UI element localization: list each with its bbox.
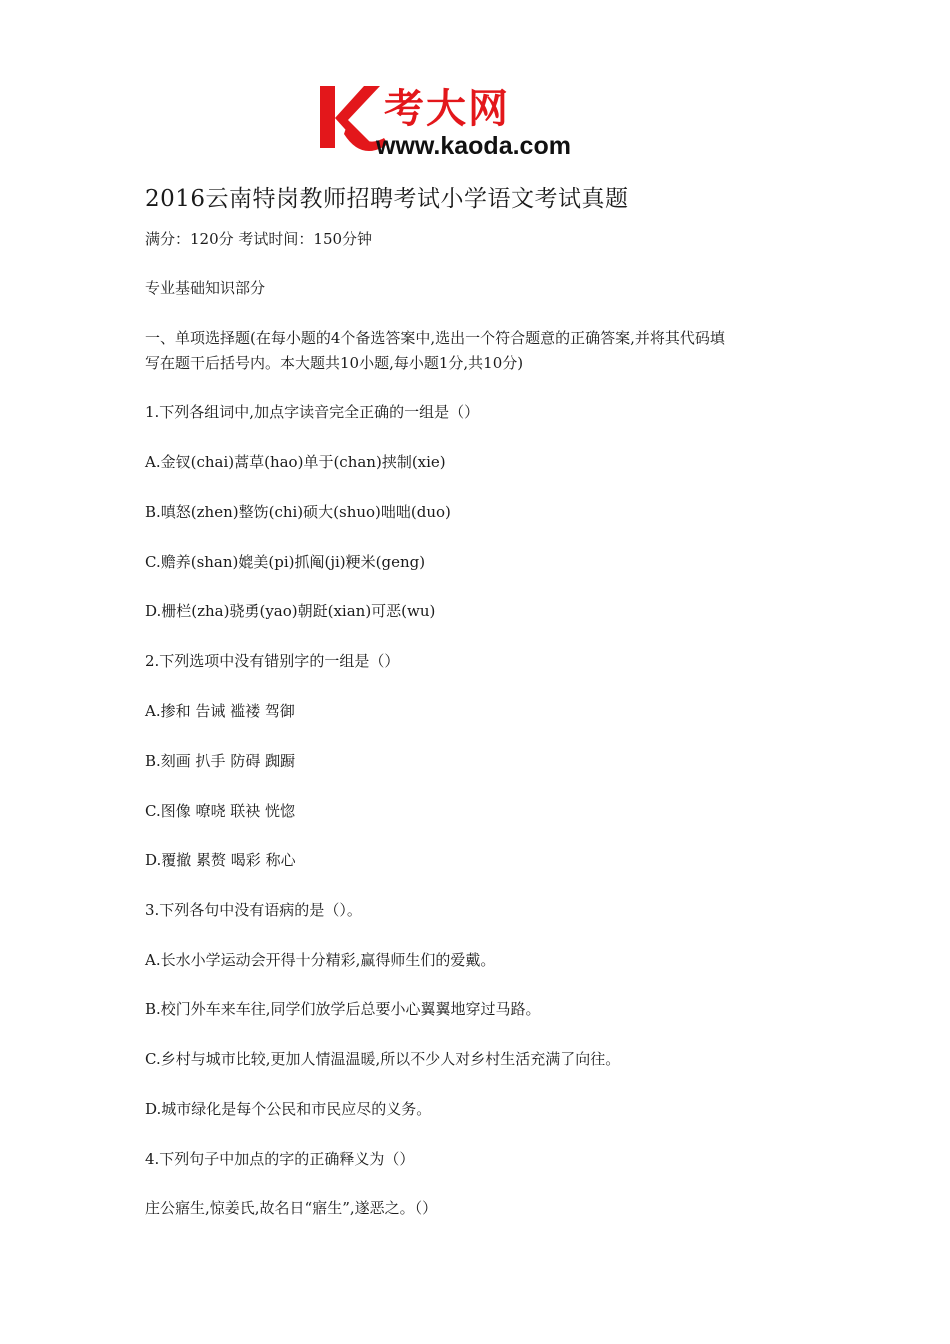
question-stem: 3.下列各句中没有语病的是（）。 (145, 901, 362, 919)
question-stem: 4.下列句子中加点的字的正确释义为（） (145, 1150, 415, 1168)
question-option: D.覆撤 累赘 喝彩 称心 (145, 851, 296, 869)
logo-url-text: www.kaoda.com (376, 132, 571, 160)
question-option: C.乡村与城市比较,更加人情温温暖,所以不少人对乡村生活充满了向往。 (145, 1050, 621, 1068)
question-stem: 2.下列选项中没有错别字的一组是（） (145, 652, 400, 670)
section-heading: 专业基础知识部分 (145, 279, 266, 297)
question-option: B.刻画 扒手 防碍 踟蹰 (145, 752, 296, 770)
logo-brand-text: 考大网 (384, 87, 510, 131)
question-option: C.赡养(shan)媲美(pi)抓阄(ji)粳米(geng) (145, 553, 426, 571)
question-option: D.城市绿化是每个公民和市民应尽的义务。 (145, 1100, 432, 1118)
question-option: A.长水小学运动会开得十分精彩,赢得师生们的爱戴。 (145, 951, 496, 969)
question-option: B.校门外车来车往,同学们放学后总要小心翼翼地穿过马路。 (145, 1000, 541, 1018)
question-text: 庄公寤生,惊姜氏,故名日“寤生”,遂恶之。（） (145, 1199, 438, 1217)
kaoda-logo (318, 78, 648, 160)
question-option: C.图像 嘹哓 联袂 恍惚 (145, 802, 296, 820)
question-option: A.金钗(chai)蒿草(hao)单于(chan)挟制(xie) (145, 453, 446, 471)
exam-meta: 满分：120分 考试时间：150分钟 (145, 230, 373, 248)
instructions-line-2: 写在题干后括号内。本大题共10小题,每小题1分,共10分) (145, 354, 524, 372)
question-option: A.掺和 告诫 褴褛 驾御 (145, 702, 295, 720)
instructions-line-1: 一、单项选择题(在每小题的4个备选答案中,选出一个符合题意的正确答案,并将其代码填 (145, 329, 725, 347)
document-title: 2016云南特岗教师招聘考试小学语文考试真题 (145, 186, 629, 212)
question-option: D.栅栏(zha)骁勇(yao)朝跹(xian)可恶(wu) (145, 602, 436, 620)
question-option: B.嗔怒(zhen)整饬(chi)硕大(shuo)咄咄(duo) (145, 503, 451, 521)
question-stem: 1.下列各组词中,加点字读音完全正确的一组是（） (145, 403, 480, 421)
